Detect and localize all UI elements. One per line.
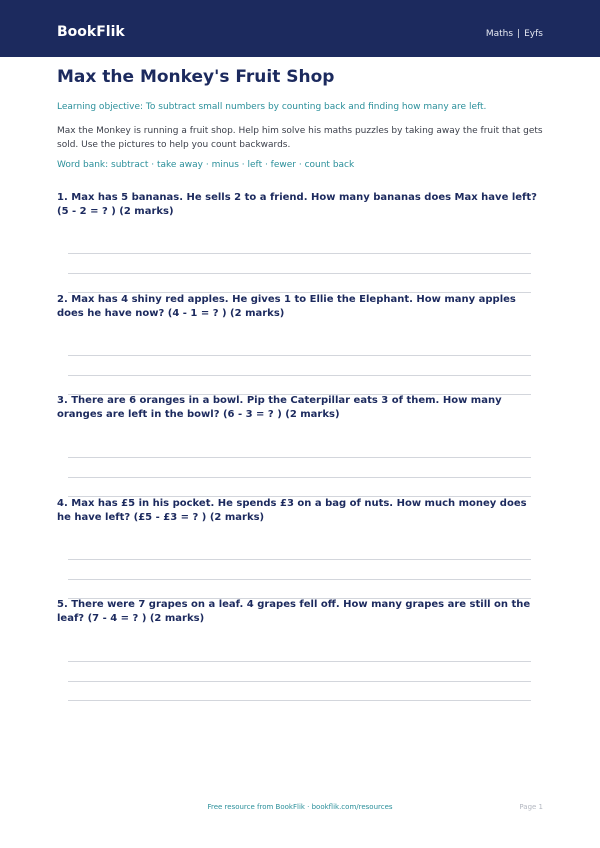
- question-3: 3. There are 6 oranges in a bowl. Pip the Caterpillar eats 3 of them. How many oranges are left in the bowl? (6 - 3 = ? ) (2 marks): [57, 395, 502, 420]
- answer-line[interactable]: [68, 579, 531, 580]
- page-title: Max the Monkey's Fruit Shop: [57, 67, 335, 87]
- answer-line[interactable]: [68, 253, 531, 254]
- page-number: Page 1: [519, 803, 543, 811]
- page-header: [0, 0, 600, 57]
- answer-line[interactable]: [68, 681, 531, 682]
- intro-text: Max the Monkey is running a fruit shop. Help him solve his maths puzzles by taking away the fruit that gets sold. Use the pictures to help you count backwards.: [57, 126, 543, 150]
- breadcrumb: [486, 28, 543, 40]
- word-bank: Word bank: subtract · take away · minus · left · fewer · count back: [57, 160, 355, 170]
- answer-line[interactable]: [68, 700, 531, 701]
- footer-credit[interactable]: Free resource from BookFlik · bookflik.com/resources: [207, 803, 393, 811]
- answer-line[interactable]: [68, 559, 531, 560]
- answer-line[interactable]: [68, 477, 531, 478]
- question-2: 2. Max has 4 shiny red apples. He gives 1 to Ellie the Elephant. How many apples does he have now? (4 - 1 = ? ) (2 marks): [57, 294, 516, 319]
- brand-logo-text[interactable]: BookFlik: [57, 24, 125, 40]
- learning-objective: Learning objective: To subtract small numbers by counting back and finding how many are left.: [57, 102, 487, 112]
- question-4: 4. Max has £5 in his pocket. He spends £3 on a bag of nuts. How much money does he have left? (£5 - £3 = ? ) (2 marks): [57, 498, 527, 523]
- breadcrumb-subject[interactable]: Maths: [485, 29, 514, 39]
- breadcrumb-separator: |: [517, 29, 521, 39]
- breadcrumb-level[interactable]: Eyfs: [524, 29, 543, 39]
- answer-line[interactable]: [68, 273, 531, 274]
- question-1: 1. Max has 5 bananas. He sells 2 to a friend. How many bananas does Max have left? (5 - 2 = ? ) (2 marks): [57, 192, 537, 217]
- answer-line[interactable]: [68, 661, 531, 662]
- answer-line[interactable]: [68, 457, 531, 458]
- answer-line[interactable]: [68, 355, 531, 356]
- question-5: 5. There were 7 grapes on a leaf. 4 grapes fell off. How many grapes are still on the leaf? (7 - 4 = ? ) (2 marks): [57, 599, 531, 624]
- answer-line[interactable]: [68, 375, 531, 376]
